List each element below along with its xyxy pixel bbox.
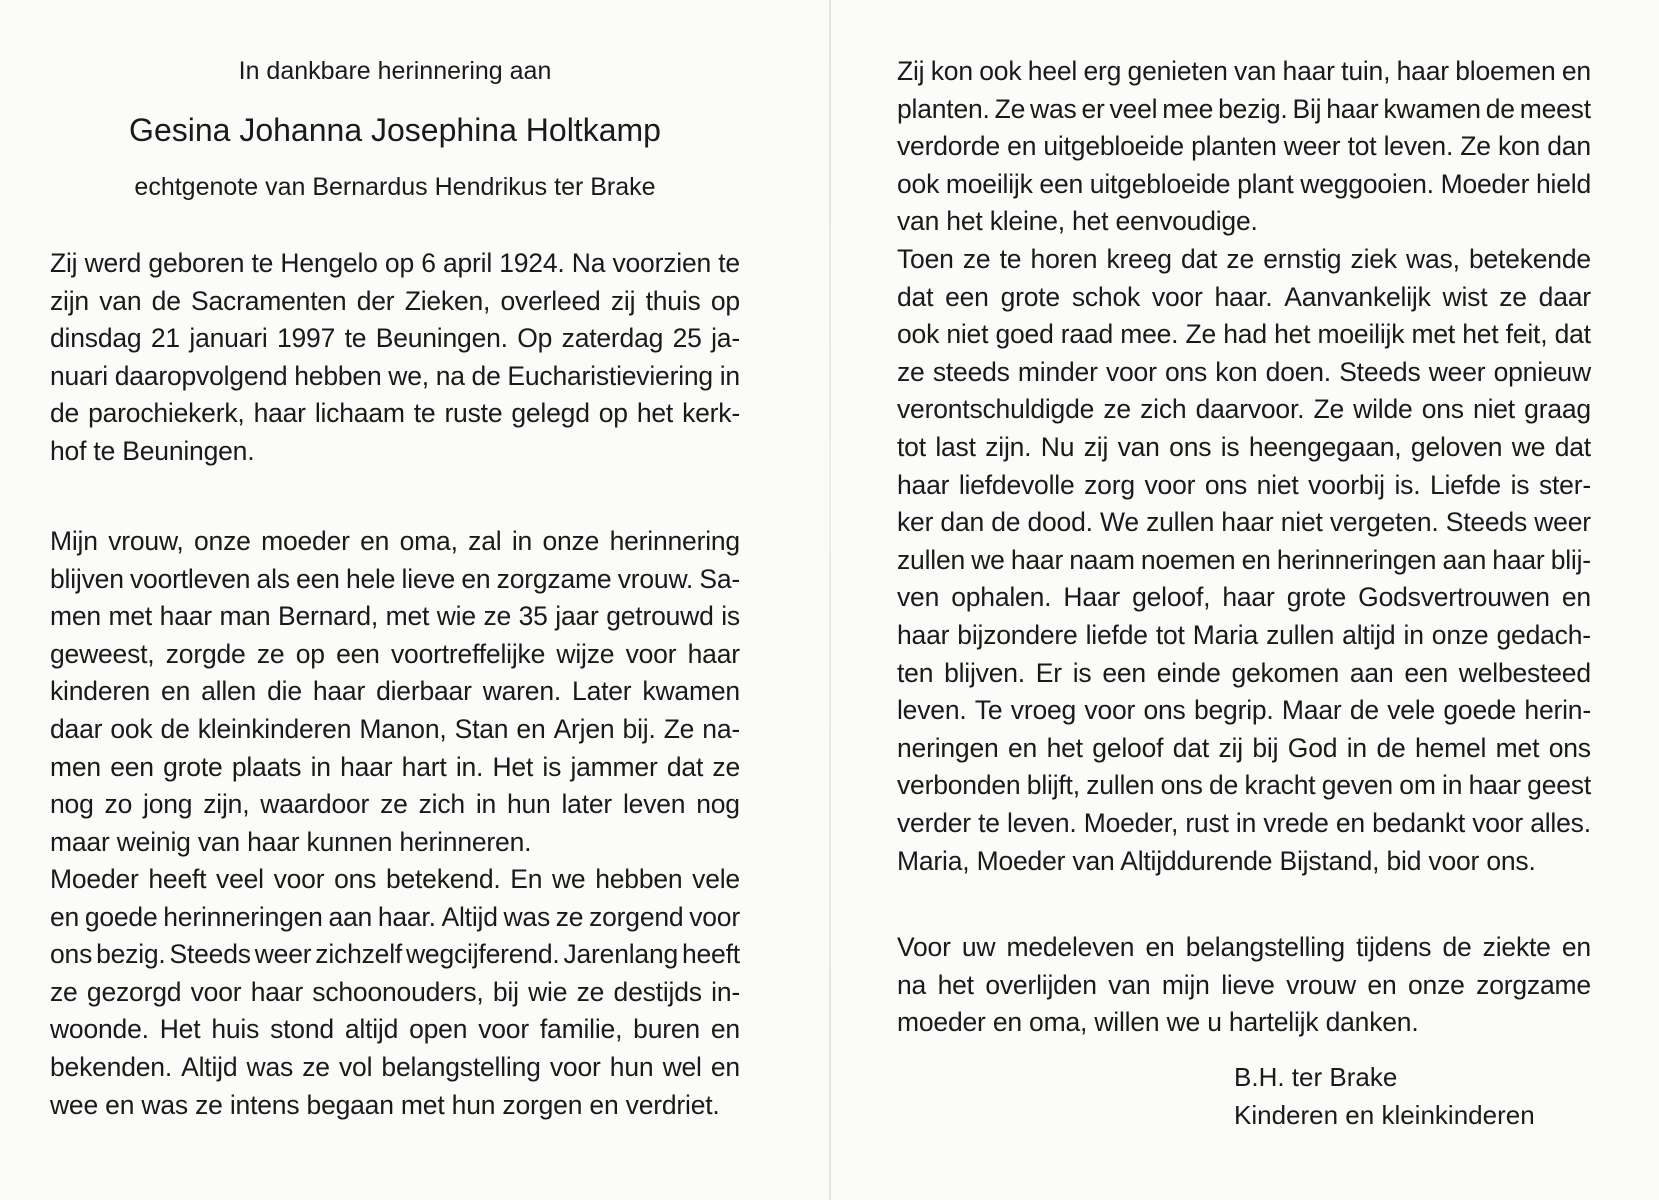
- text-line: zullen we haar naam noemen en herinneringen aan haar blij-: [897, 544, 1591, 575]
- text-line: ze steeds minder voor ons kon doen. Steeds weer opnieuw: [897, 356, 1591, 387]
- text-line: daar ook de kleinkinderen Manon, Stan en Arjen bij. Ze na-: [50, 713, 740, 744]
- text-line: nog zo jong zijn, waardoor ze zich in hun later leven nog: [50, 789, 740, 820]
- text-line: tot last zijn. Nu zij van ons is heengegaan, geloven we dat: [897, 431, 1591, 462]
- text-line: blijven voortleven als een hele lieve en zorgzame vrouw. Sa-: [50, 563, 740, 594]
- text-line: ook moeilijk een uitgebloeide plant weggooien. Moeder hield: [897, 168, 1591, 199]
- text-line: men met haar man Bernard, met wie ze 35 jaar getrouwd is: [50, 601, 740, 632]
- text-line: dat een grote schok voor haar. Aanvankelijk wist ze daar: [897, 281, 1591, 312]
- text-line: bekenden. Altijd was ze vol belangstelling voor hun wel en: [50, 1051, 740, 1082]
- text-line: men een grote plaats in haar hart in. Het is jammer dat ze: [50, 751, 740, 782]
- text-line: ten blijven. Er is een einde gekomen aan een welbesteed: [897, 657, 1591, 688]
- text-line: ker dan de dood. We zullen haar niet vergeten. Steeds weer: [897, 507, 1591, 538]
- text-line: Zij kon ook heel erg genieten van haar tuin, haar bloemen en: [897, 56, 1591, 86]
- text-line: en goede herinneringen aan haar. Altijd was ze zorgend voor: [50, 901, 740, 932]
- text-line: moeder en oma, willen we u hartelijk danken.: [897, 1007, 1419, 1038]
- text-line: Maria, Moeder van Altijddurende Bijstand, bid voor ons.: [897, 845, 1536, 876]
- text-line: na het overlijden van mijn lieve vrouw en onze zorgzame: [897, 969, 1591, 1000]
- right-paragraph-1: [897, 53, 1591, 241]
- text-line: leven. Te vroeg voor ons begrip. Maar de vele goede herin-: [897, 695, 1591, 726]
- text-line: ook niet goed raad mee. Ze had het moeilijk met het feit, dat: [897, 319, 1591, 350]
- text-line: Zij werd geboren te Hengelo op 6 april 1924. Na voorzien te: [50, 248, 740, 278]
- text-line: de parochiekerk, haar lichaam te ruste gelegd op het kerk-: [50, 398, 740, 429]
- text-line: verdorde en uitgebloeide planten weer tot leven. Ze kon dan: [897, 131, 1591, 162]
- text-line: planten. Ze was er veel mee bezig. Bij haar kwamen de meest: [897, 93, 1591, 124]
- text-line: zijn van de Sacramenten der Zieken, overleed zij thuis op: [50, 285, 740, 316]
- text-line: geweest, zorgde ze op een voortreffelijke wijze voor haar: [50, 638, 740, 669]
- card-fold: [829, 0, 831, 1200]
- text-line: nuari daaropvolgend hebben we, na de Eucharistieviering in: [50, 360, 740, 391]
- text-line: verder te leven. Moeder, rust in vrede en bedankt voor alles.: [897, 807, 1591, 838]
- left-paragraph-2: [50, 523, 740, 861]
- text-line: Moeder heeft veel voor ons betekend. En we hebben vele: [50, 864, 740, 894]
- text-line: wee en was ze intens begaan met hun zorgen en verdriet.: [50, 1089, 720, 1120]
- text-line: verbonden blijft, zullen ons de kracht geven om in haar geest: [897, 770, 1591, 801]
- spouse-text: echtgenote van Bernardus Hendrikus ter Brake: [134, 173, 656, 201]
- left-paragraph-1: [50, 245, 740, 471]
- signature-name: B.H. ter Brake: [1234, 1062, 1398, 1092]
- right-paragraph-3: [897, 929, 1591, 1042]
- text-line: ven ophalen. Haar geloof, haar grote Godsvertrouwen en: [897, 582, 1591, 613]
- deceased-name: Gesina Johanna Josephina Holtkamp: [129, 112, 661, 148]
- text-line: woonde. Het huis stond altijd open voor familie, buren en: [50, 1014, 740, 1045]
- text-line: kinderen en allen die haar dierbaar waren. Later kwamen: [50, 676, 740, 707]
- text-line: ze gezorgd voor haar schoonouders, bij wie ze destijds in-: [50, 976, 740, 1007]
- text-line: dinsdag 21 januari 1997 te Beuningen. Op zaterdag 25 ja-: [50, 323, 740, 354]
- text-line: Voor uw medeleven en belangstelling tijdens de ziekte en: [897, 932, 1591, 962]
- intro-text: In dankbare herinnering aan: [238, 57, 552, 85]
- text-line: haar liefdevolle zorg voor ons niet voorbij is. Liefde is ster-: [897, 469, 1591, 500]
- left-paragraph-3: [50, 861, 740, 1124]
- text-line: van het kleine, het eenvoudige.: [897, 206, 1258, 237]
- text-line: neringen en het geloof dat zij bij God in de hemel met ons: [897, 732, 1591, 763]
- text-line: verontschuldigde ze zich daarvoor. Ze wilde ons niet graag: [897, 394, 1591, 425]
- text-line: hof te Beuningen.: [50, 435, 255, 466]
- text-line: maar weinig van haar kunnen herinneren.: [50, 826, 532, 857]
- text-line: haar bijzondere liefde tot Maria zullen altijd in onze gedach-: [897, 619, 1591, 650]
- text-line: Mijn vrouw, onze moeder en oma, zal in onze herinnering: [50, 526, 740, 556]
- signature-family: Kinderen en kleinkinderen: [1234, 1100, 1535, 1130]
- right-paragraph-2: [897, 241, 1591, 880]
- text-line: ons bezig. Steeds weer zichzelf wegcijferend. Jarenlang heeft: [50, 939, 740, 970]
- text-line: Toen ze te horen kreeg dat ze ernstig ziek was, betekende: [897, 244, 1591, 274]
